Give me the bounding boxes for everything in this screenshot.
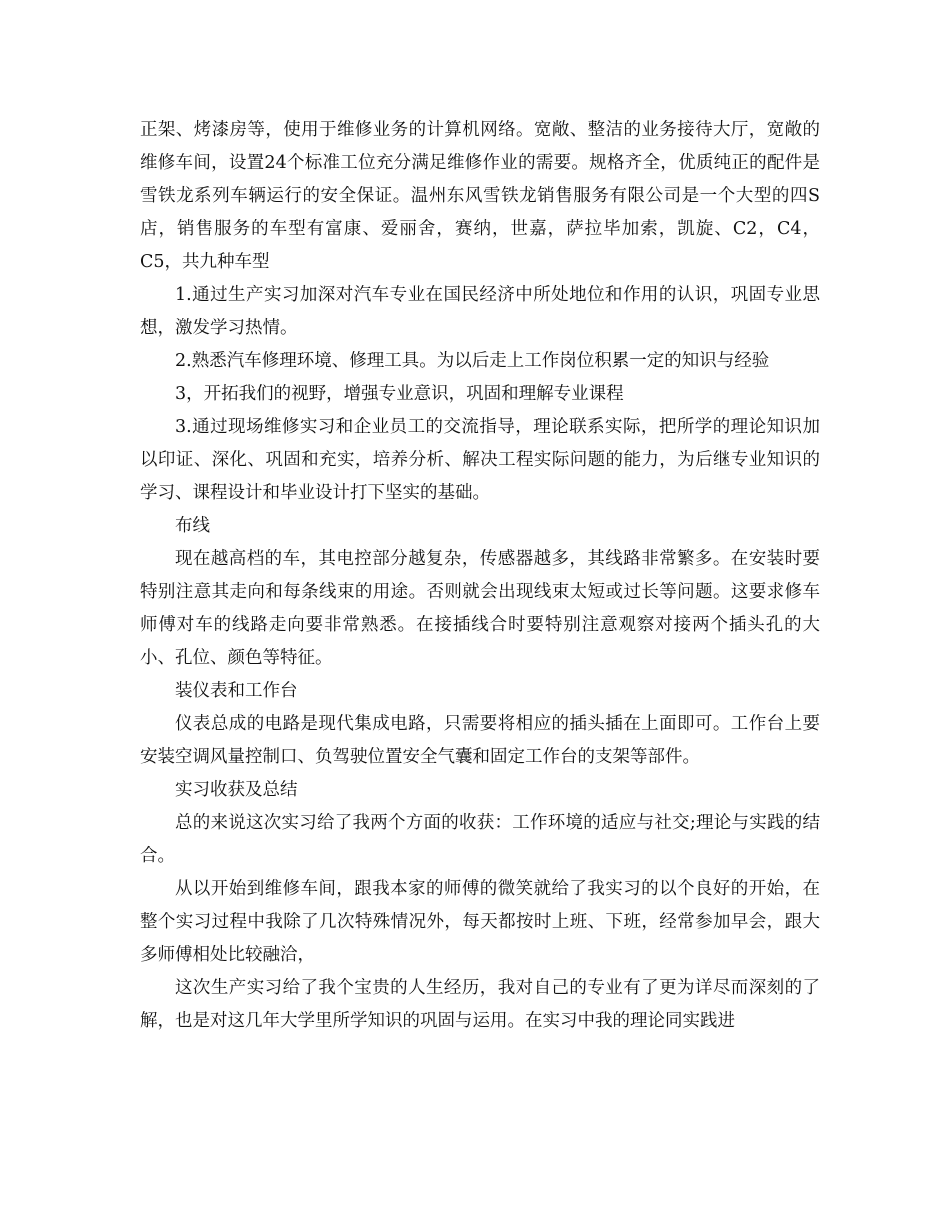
summary-paragraph-3: 这次生产实习给了我个宝贵的人生经历，我对自己的专业有了更为详尽而深刻的了解，也是对这几年大学里所学知识的巩固与运用。在实习中我的理论同实践进: [140, 978, 820, 1031]
section-heading-wiring: 布线: [175, 516, 210, 536]
goal-item-3b: 3.通过现场维修实习和企业员工的交流指导，理论联系实际，把所学的理论知识加以印证、深化、巩固和充实，培养分析、解决工程实际问题的能力，为后继专业知识的学习、课程设计和毕业设计打下坚实的基础。: [140, 417, 820, 503]
section-heading-summary: 实习收获及总结: [175, 780, 298, 800]
goal-item-2: 2.熟悉汽车修理环境、修理工具。为以后走上工作岗位积累一定的知识与经验: [175, 351, 770, 371]
summary-paragraph-2: 从以开始到维修车间，跟我本家的师傅的微笑就给了我实习的以个良好的开始，在整个实习过程中我除了几次特殊情况外，每天都按时上班、下班，经常参加早会，跟大多师傅相处比较融洽，: [140, 879, 820, 965]
document-body: [140, 114, 820, 1038]
dashboard-paragraph: 仪表总成的电路是现代集成电路，只需要将相应的插头插在上面即可。工作台上要安装空调风量控制口、负驾驶位置安全气囊和固定工作台的支架等部件。: [140, 714, 820, 767]
goal-item-1: 1.通过生产实习加深对汽车专业在国民经济中所处地位和作用的认识，巩固专业思想，激发学习热情。: [140, 285, 820, 338]
section-heading-dashboard: 装仪表和工作台: [175, 681, 298, 701]
intro-paragraph: 正架、烤漆房等，使用于维修业务的计算机网络。宽敞、整洁的业务接待大厅，宽敞的维修车间，设置24个标准工位充分满足维修作业的需要。规格齐全，优质纯正的配件是雪铁龙系列车辆运行的安全保证。温州东风雪铁龙销售服务有限公司是一个大型的四S店，销售服务的车型有富康、爱丽舍，赛纳，世嘉，萨拉毕加索，凯旋、C2，C4，C5，共九种车型: [140, 120, 820, 272]
goal-item-3a: 3，开拓我们的视野，增强专业意识，巩固和理解专业课程: [175, 384, 624, 404]
wiring-paragraph: 现在越高档的车，其电控部分越复杂，传感器越多，其线路非常繁多。在安装时要特别注意其走向和每条线束的用途。否则就会出现线束太短或过长等问题。这要求修车师傅对车的线路走向要非常熟悉。在接插线合时要特别注意观察对接两个插头孔的大小、孔位、颜色等特征。: [140, 549, 820, 668]
summary-paragraph-1: 总的来说这次实习给了我两个方面的收获：工作环境的适应与社交;理论与实践的结合。: [140, 813, 820, 866]
